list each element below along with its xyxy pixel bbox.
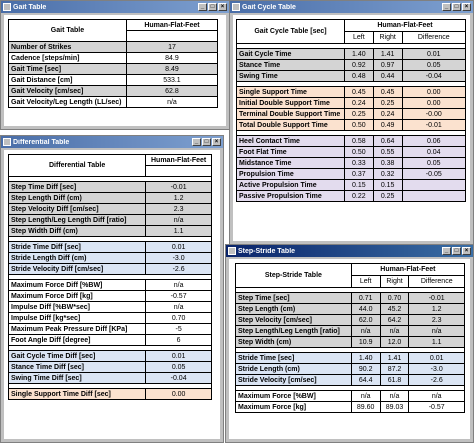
minimize-button[interactable]: _ [442, 247, 451, 255]
row-label: Propulsion Time [237, 169, 345, 180]
table-row [9, 351, 212, 362]
column-header-left: Left [351, 276, 380, 288]
column-header-left: Left [344, 32, 373, 44]
left-value: 0.45 [344, 87, 373, 98]
row-label: Step Velocity Diff [cm/sec] [9, 204, 146, 215]
difference-value: -0.01 [409, 293, 465, 304]
column-header-difference: Difference [409, 276, 465, 288]
close-button[interactable]: × [218, 3, 227, 11]
difference-value: -2.6 [409, 375, 465, 386]
table-row [9, 280, 212, 291]
table-row [237, 169, 466, 180]
row-label: Gait Velocity [cm/sec] [9, 86, 127, 97]
row-label: Gait Velocity/Leg Length (LL/sec) [9, 97, 127, 108]
row-value: 0.01 [146, 242, 212, 253]
left-value: n/a [351, 391, 380, 402]
right-value: 0.15 [373, 180, 402, 191]
table-row [237, 109, 466, 120]
table-row [9, 75, 218, 86]
table-row [9, 86, 218, 97]
row-label: Maximum Force [kg] [236, 402, 352, 413]
right-value: 0.25 [373, 98, 402, 109]
left-value: 0.25 [344, 109, 373, 120]
row-label: Maximum Force Diff [%BW] [9, 280, 146, 291]
window-title: Gait Cycle Table [242, 3, 296, 11]
header-row [9, 155, 212, 166]
row-label: Step Length Diff (cm) [9, 193, 146, 204]
right-value: 0.38 [373, 158, 402, 169]
row-value: -5 [146, 324, 212, 335]
table-title: Gait Table [9, 20, 127, 42]
row-label: Number of Strikes [9, 42, 127, 53]
differential-content [4, 150, 220, 439]
gait-table-content [4, 15, 226, 126]
row-label: Swing Time Diff [sec] [9, 373, 146, 384]
right-value: 0.25 [373, 191, 402, 202]
table-row [9, 64, 218, 75]
difference-value: 2.3 [409, 315, 465, 326]
table-row [237, 71, 466, 82]
left-value: 0.58 [344, 136, 373, 147]
difference-value: -0.04 [402, 71, 465, 82]
difference-value: 0.01 [409, 353, 465, 364]
difference-value: -0.01 [402, 120, 465, 131]
table-row [236, 375, 465, 386]
table-row [9, 193, 212, 204]
left-value: n/a [351, 326, 380, 337]
row-label: Gait Distance [cm] [9, 75, 127, 86]
right-value: 0.24 [373, 109, 402, 120]
window-title: Gait Table [13, 3, 47, 11]
table-row [236, 293, 465, 304]
table-row [236, 391, 465, 402]
row-value: 6 [146, 335, 212, 346]
gait-table [8, 19, 218, 108]
table-row [236, 353, 465, 364]
right-value: 0.64 [373, 136, 402, 147]
right-value: 12.0 [380, 337, 409, 348]
row-label: Midstance Time [237, 158, 345, 169]
table-row [9, 302, 212, 313]
row-label: Step Width (cm) [236, 337, 352, 348]
difference-value: -0.00 [402, 109, 465, 120]
difference-value [402, 191, 465, 202]
right-value: 1.41 [380, 353, 409, 364]
right-value: 0.97 [373, 60, 402, 71]
row-label: Passive Propulsion Time [237, 191, 345, 202]
left-value: 64.4 [351, 375, 380, 386]
difference-value: 0.05 [402, 158, 465, 169]
row-label: Initial Double Support Time [237, 98, 345, 109]
maximize-button[interactable]: □ [208, 3, 217, 11]
table-row [237, 180, 466, 191]
right-value: 64.2 [380, 315, 409, 326]
table-row [9, 182, 212, 193]
table-row [9, 253, 212, 264]
row-value: 2.3 [146, 204, 212, 215]
table-row [9, 97, 218, 108]
right-value: 87.2 [380, 364, 409, 375]
row-label: Cadence [steps/min] [9, 53, 127, 64]
table-row [237, 136, 466, 147]
left-value: 0.92 [344, 60, 373, 71]
left-value: 62.0 [351, 315, 380, 326]
app-icon [3, 138, 11, 146]
row-label: Maximum Force Diff [kg] [9, 291, 146, 302]
right-value: 89.03 [380, 402, 409, 413]
right-value: 0.32 [373, 169, 402, 180]
row-label: Step Length/Leg Length [ratio] [236, 326, 352, 337]
difference-value: 0.01 [402, 49, 465, 60]
right-value: 61.8 [380, 375, 409, 386]
row-value: 1.1 [146, 226, 212, 237]
column-subheader [146, 166, 212, 177]
gait-cycle-table [236, 19, 466, 202]
table-row [236, 315, 465, 326]
table-row [9, 242, 212, 253]
differential-titlebar[interactable] [1, 136, 223, 148]
step-stride-window [225, 244, 474, 443]
row-label: Active Propulsion Time [237, 180, 345, 191]
table-row [237, 158, 466, 169]
gait-cycle-titlebar[interactable] [230, 1, 473, 13]
header-row [236, 264, 465, 276]
difference-value: 0.00 [402, 98, 465, 109]
row-label: Impulse Diff [%BW*sec] [9, 302, 146, 313]
step-stride-titlebar[interactable] [226, 245, 473, 257]
row-value: 8.49 [126, 64, 217, 75]
right-value: 0.44 [373, 71, 402, 82]
step-stride-table [235, 263, 465, 413]
gait-table-window [0, 0, 230, 130]
column-header: Human-Flat-Feet [351, 264, 464, 276]
left-value: 0.71 [351, 293, 380, 304]
left-value: 10.9 [351, 337, 380, 348]
row-value: n/a [146, 280, 212, 291]
table-row [9, 226, 212, 237]
table-row [237, 120, 466, 131]
row-label: Gait Time [sec] [9, 64, 127, 75]
row-label: Heel Contact Time [237, 136, 345, 147]
right-value: n/a [380, 391, 409, 402]
table-row [9, 264, 212, 275]
table-row [236, 364, 465, 375]
right-value: 0.70 [380, 293, 409, 304]
row-label: Stride Velocity [cm/sec] [236, 375, 352, 386]
gait-cycle-window [229, 0, 474, 245]
minimize-button[interactable]: _ [198, 3, 207, 11]
table-row [9, 335, 212, 346]
column-subheader [126, 31, 217, 42]
column-header-right: Right [373, 32, 402, 44]
table-title: Gait Cycle Table [sec] [237, 20, 345, 44]
app-icon [3, 3, 11, 11]
left-value: 0.33 [344, 158, 373, 169]
row-label: Single Support Time [237, 87, 345, 98]
column-header-difference: Difference [402, 32, 465, 44]
left-value: 0.15 [344, 180, 373, 191]
difference-value: 0.06 [402, 136, 465, 147]
column-header: Human-Flat-Feet [126, 20, 217, 31]
maximize-button[interactable]: □ [202, 138, 211, 146]
difference-value [402, 180, 465, 191]
left-value: 44.0 [351, 304, 380, 315]
row-label: Gait Cycle Time [237, 49, 345, 60]
app-icon [232, 3, 240, 11]
table-row [9, 313, 212, 324]
table-row [9, 389, 212, 400]
row-label: Stride Length Diff (cm) [9, 253, 146, 264]
table-row [9, 53, 218, 64]
left-value: 0.48 [344, 71, 373, 82]
header-row [237, 20, 466, 32]
close-button[interactable]: × [462, 247, 471, 255]
row-label: Maximum Peak Pressure Diff [KPa] [9, 324, 146, 335]
step-stride-content [229, 259, 470, 439]
row-label: Stride Time Diff [sec] [9, 242, 146, 253]
row-label: Step Velocity [cm/sec] [236, 315, 352, 326]
window-title: Differential Table [13, 138, 70, 146]
row-label: Total Double Support Time [237, 120, 345, 131]
maximize-button[interactable]: □ [452, 3, 461, 11]
difference-value: -0.57 [409, 402, 465, 413]
table-row [236, 326, 465, 337]
minimize-button[interactable]: _ [192, 138, 201, 146]
gait-cycle-content [233, 15, 470, 241]
difference-value: 1.1 [409, 337, 465, 348]
table-row [236, 337, 465, 348]
row-label: Step Time [sec] [236, 293, 352, 304]
row-label: Maximum Force [%BW] [236, 391, 352, 402]
left-value: 1.40 [344, 49, 373, 60]
right-value: 0.45 [373, 87, 402, 98]
row-label: Step Time Diff [sec] [9, 182, 146, 193]
table-row [236, 304, 465, 315]
row-value: 0.00 [146, 389, 212, 400]
table-row [9, 291, 212, 302]
row-label: Foot Flat Time [237, 147, 345, 158]
table-row [237, 60, 466, 71]
row-value: -0.57 [146, 291, 212, 302]
row-value: n/a [146, 302, 212, 313]
right-value: 45.2 [380, 304, 409, 315]
window-title: Step-Stride Table [238, 247, 296, 255]
row-label: Stance Time Diff [sec] [9, 362, 146, 373]
right-value: 1.41 [373, 49, 402, 60]
differential-table [8, 154, 212, 400]
table-row [9, 215, 212, 226]
table-row [237, 191, 466, 202]
column-header: Human-Flat-Feet [146, 155, 212, 166]
left-value: 0.22 [344, 191, 373, 202]
difference-value: 0.00 [402, 87, 465, 98]
row-label: Stride Time [sec] [236, 353, 352, 364]
row-value: -3.0 [146, 253, 212, 264]
left-value: 1.40 [351, 353, 380, 364]
difference-value: -0.05 [402, 169, 465, 180]
column-header: Human-Flat-Feet [344, 20, 465, 32]
difference-value: 1.2 [409, 304, 465, 315]
close-button[interactable]: × [212, 138, 221, 146]
row-label: Step Width Diff (cm) [9, 226, 146, 237]
row-label: Step Length/Leg Length Diff [ratio] [9, 215, 146, 226]
row-label: Stance Time [237, 60, 345, 71]
left-value: 89.60 [351, 402, 380, 413]
close-button[interactable]: × [462, 3, 471, 11]
difference-value: -3.0 [409, 364, 465, 375]
row-value: -0.01 [146, 182, 212, 193]
table-title: Step-Stride Table [236, 264, 352, 288]
row-label: Gait Cycle Time Diff [sec] [9, 351, 146, 362]
table-row [9, 204, 212, 215]
row-label: Single Support Time Diff [sec] [9, 389, 146, 400]
column-header-right: Right [380, 276, 409, 288]
difference-value: 0.04 [402, 147, 465, 158]
row-value: 0.05 [146, 362, 212, 373]
row-label: Terminal Double Support Time [237, 109, 345, 120]
table-row [9, 373, 212, 384]
right-value: n/a [380, 326, 409, 337]
table-row [237, 87, 466, 98]
minimize-button[interactable]: _ [442, 3, 451, 11]
right-value: 0.55 [373, 147, 402, 158]
right-value: 0.49 [373, 120, 402, 131]
difference-value: n/a [409, 326, 465, 337]
row-label: Stride Velocity Diff [cm/sec] [9, 264, 146, 275]
row-value: 17 [126, 42, 217, 53]
left-value: 0.37 [344, 169, 373, 180]
app-icon [228, 247, 236, 255]
row-value: 84.9 [126, 53, 217, 64]
table-row [237, 49, 466, 60]
left-value: 90.2 [351, 364, 380, 375]
row-label: Swing Time [237, 71, 345, 82]
row-value: n/a [146, 215, 212, 226]
row-value: 0.01 [146, 351, 212, 362]
table-row [9, 42, 218, 53]
table-row [9, 324, 212, 335]
table-row [237, 147, 466, 158]
row-value: 533.1 [126, 75, 217, 86]
row-label: Impulse Diff [kg*sec] [9, 313, 146, 324]
difference-value: 0.05 [402, 60, 465, 71]
maximize-button[interactable]: □ [452, 247, 461, 255]
left-value: 0.50 [344, 120, 373, 131]
row-label: Step Length (cm) [236, 304, 352, 315]
left-value: 0.50 [344, 147, 373, 158]
row-value: -0.04 [146, 373, 212, 384]
row-value: -2.6 [146, 264, 212, 275]
row-label: Foot Angle Diff [degree] [9, 335, 146, 346]
row-value: n/a [126, 97, 217, 108]
table-row [9, 362, 212, 373]
header-row [9, 20, 218, 31]
row-label: Stride Length (cm) [236, 364, 352, 375]
gait-table-titlebar[interactable] [1, 1, 229, 13]
differential-window [0, 135, 224, 443]
row-value: 62.8 [126, 86, 217, 97]
table-row [237, 98, 466, 109]
difference-value: n/a [409, 391, 465, 402]
row-value: 1.2 [146, 193, 212, 204]
row-value: 0.70 [146, 313, 212, 324]
table-title: Differential Table [9, 155, 146, 177]
left-value: 0.24 [344, 98, 373, 109]
table-row [236, 402, 465, 413]
